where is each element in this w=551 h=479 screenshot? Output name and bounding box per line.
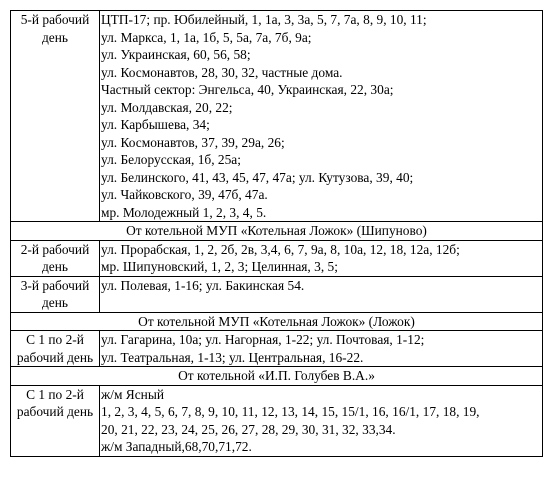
section-header-row (11, 312, 543, 331)
section-header: От котельной МУП «Котельная Ложок» (Шипуново) (11, 222, 543, 241)
day-label: рабочий день (16, 404, 94, 419)
address-line: ул. Маркса, 1, 1а, 1б, 5, 5а, 7а, 7б, 9а; (101, 29, 312, 45)
address-line: ул. Театральная, 1-13; ул. Центральная, 16-22. (101, 349, 364, 365)
section-header-row (11, 367, 543, 386)
day-label: 5-й рабочий (20, 12, 90, 27)
address-cell (100, 11, 543, 222)
address-line: мр. Молодежный 1, 2, 3, 4, 5. (101, 204, 267, 220)
day-cell (11, 276, 100, 312)
day-label: день (41, 29, 69, 45)
schedule-row (11, 240, 543, 276)
address-line: ул. Гагарина, 10а; ул. Нагорная, 1-22; ул. Почтовая, 1-12; (101, 332, 425, 347)
schedule-row (11, 385, 543, 456)
day-cell (11, 240, 100, 276)
address-line: ул. Украинская, 60, 56, 58; (101, 47, 251, 62)
schedule-row (11, 331, 543, 367)
address-cell (100, 240, 543, 276)
day-label: 2-й рабочий (20, 241, 90, 257)
address-cell (100, 385, 543, 456)
day-cell (11, 385, 100, 456)
address-line: ул. Карбышева, 34; (101, 117, 210, 132)
address-line: ул. Полевая, 1-16; ул. Бакинская 54. (101, 277, 305, 293)
section-header: От котельной МУП «Котельная Ложок» (Ложок) (11, 312, 543, 331)
schedule-table (10, 10, 543, 457)
address-line: ул. Прорабская, 1, 2, 2б, 2в, 3,4, 6, 7, 9а, 8, 10а, 12, 18, 12а, 12б; (101, 241, 460, 257)
address-line: Частный сектор: Энгельса, 40, Украинская, 22, 30а; (101, 82, 394, 97)
day-cell (11, 331, 100, 367)
day-label: рабочий день (16, 349, 94, 365)
day-label: С 1 по 2-й (26, 386, 84, 402)
schedule-row (11, 276, 543, 312)
address-line: ул. Космонавтов, 37, 39, 29а, 26; (101, 134, 285, 150)
schedule-row (11, 11, 543, 222)
address-line: ул. Белорусская, 1б, 25а; (101, 152, 241, 167)
section-header-row (11, 222, 543, 241)
address-line: ЦТП-17; пр. Юбилейный, 1, 1а, 3, 3а, 5, 7, 7а, 8, 9, 10, 11; (101, 12, 427, 27)
day-label: С 1 по 2-й (26, 332, 84, 347)
address-line: ж/м Ясный (101, 386, 164, 402)
address-cell (100, 276, 543, 312)
day-cell (11, 11, 100, 222)
address-line: 20, 21, 22, 23, 24, 25, 26, 27, 28, 29, 30, 31, 32, 33,34. (101, 421, 396, 437)
address-line: ул. Космонавтов, 28, 30, 32, частные дома. (101, 64, 343, 80)
section-header: От котельной «И.П. Голубев В.А.» (11, 367, 543, 386)
address-line: ж/м Западный,68,70,71,72. (101, 439, 252, 454)
address-line: мр. Шипуновский, 1, 2, 3; Целинная, 3, 5; (101, 259, 338, 274)
day-label: день (41, 295, 69, 310)
day-label: день (41, 259, 69, 274)
address-line: 1, 2, 3, 4, 5, 6, 7, 8, 9, 10, 11, 12, 13, 14, 15, 15/1, 16, 16/1, 17, 18, 19, (101, 404, 480, 419)
address-line: ул. Молдавская, 20, 22; (101, 99, 233, 115)
address-cell (100, 331, 543, 367)
day-label: 3-й рабочий (20, 277, 90, 293)
address-line: ул. Белинского, 41, 43, 45, 47, 47а; ул. Кутузова, 39, 40; (101, 169, 414, 185)
address-line: ул. Чайковского, 39, 47б, 47а. (101, 187, 268, 202)
